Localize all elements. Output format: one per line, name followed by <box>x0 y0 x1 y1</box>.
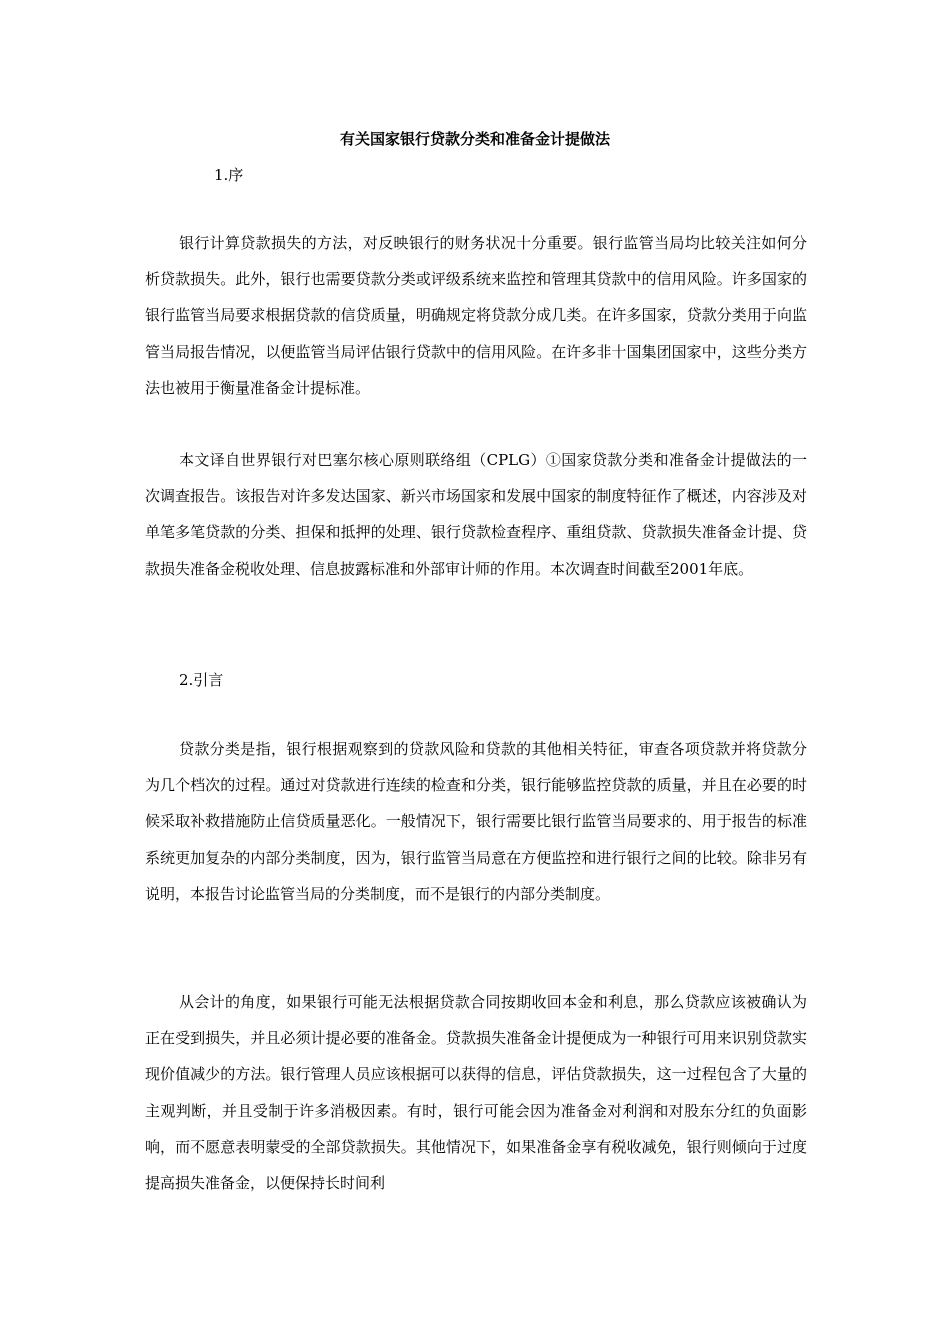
paragraph-2: 本文译自世界银行对巴塞尔核心原则联络组（CPLG）①国家贷款分类和准备金计提做法的一次调查报告。该报告对许多发达国家、新兴市场国家和发展中国家的制度特征作了概述，内容涉及对单笔多笔贷款的分类、担保和抵押的处理、银行贷款检查程序、重组贷款、贷款损失准备金计提、贷款损失准备金税收处理、信息披露标准和外部审计师的作用。本次调查时间截至2001年底。 <box>145 451 807 578</box>
document-title: 有关国家银行贷款分类和准备金计提做法 <box>339 130 610 148</box>
section-heading-preface: 1.序 <box>214 166 244 184</box>
paragraph-3: 贷款分类是指，银行根据观察到的贷款风险和贷款的其他相关特征，审查各项贷款并将贷款分为几个档次的过程。通过对贷款进行连续的检查和分类，银行能够监控贷款的质量，并且在必要的时候采取补救措施防止信贷质量恶化。一般情况下，银行需要比银行监管当局要求的、用于报告的标准系统更加复杂的内部分类制度，因为，银行监管当局意在方便监控和进行银行之间的比较。除非另有说明，本报告讨论监管当局的分类制度，而不是银行的内部分类制度。 <box>145 740 807 903</box>
paragraph-1: 银行计算贷款损失的方法，对反映银行的财务状况十分重要。银行监管当局均比较关注如何分析贷款损失。此外，银行也需要贷款分类或评级系统来监控和管理其贷款中的信用风险。许多国家的银行监管当局要求根据贷款的信贷质量，明确规定将贷款分成几类。在许多国家，贷款分类用于向监管当局报告情况，以便监管当局评估银行贷款中的信用风险。在许多非十国集团国家中，这些分类方法也被用于衡量准备金计提标准。 <box>145 234 807 397</box>
section-heading-introduction: 2.引言 <box>179 671 224 689</box>
paragraph-4: 从会计的角度，如果银行可能无法根据贷款合同按期收回本金和利息，那么贷款应该被确认为正在受到损失，并且必须计提必要的准备金。贷款损失准备金计提便成为一种银行可用来识别贷款实现价值减少的方法。银行管理人员应该根据可以获得的信息，评估贷款损失，这一过程包含了大量的主观判断，并且受制于许多消极因素。有时，银行可能会因为准备金对利润和对股东分红的负面影响，而不愿意表明蒙受的全部贷款损失。其他情况下，如果准备金享有税收减免，银行则倾向于过度提高损失准备金，以便保持长时间利 <box>145 993 807 1193</box>
